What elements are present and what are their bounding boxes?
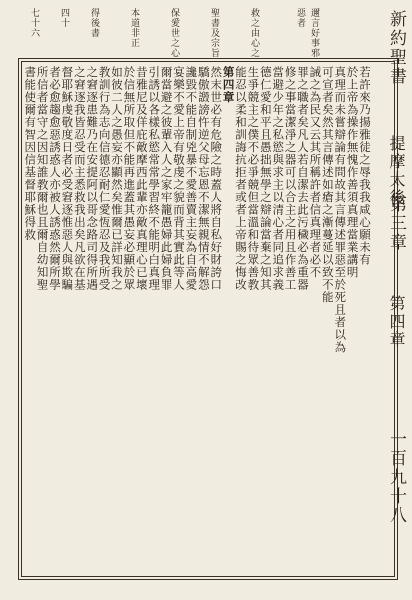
note-col: 得後書 [89, 8, 99, 38]
body-column: 誡之為民又云其所稱許者信真理者必不 [308, 66, 323, 279]
body-column: 罪之職者矣凡人若自潔去此污穢必為重器 [296, 66, 310, 291]
body-column: 德仁愛和平且愚拙無學之辯論當棄之知其 [258, 66, 273, 291]
body-column: 教訓行為志向信德忍耐仁愛恆忍及我所受 [97, 66, 112, 291]
note-col: 保愛世之心 [169, 8, 179, 58]
book-title: 新約聖書 [386, 10, 406, 86]
note-col: 救之由心之 [249, 8, 259, 58]
note-col: 邇言好事邪 [309, 8, 319, 58]
body-column: 所信者當守之因知誰教爾也且爾自幼知聖 [35, 66, 50, 291]
page-number: 一百九十八 [386, 430, 406, 525]
body-column: 書能使爾有智因信基督耶穌得救 [23, 66, 38, 241]
note-col: 四十 [59, 8, 69, 28]
section-label: 第四章 [387, 295, 406, 349]
book-subtitle: 提摩太後 [387, 135, 406, 207]
body-column: 讒毀不能自制兇暴不愛善賣主妄為自高愛 [184, 66, 199, 291]
body-column: 昔雅尼及佯庇敵摩西此輩亦敵真理心已壞 [134, 66, 149, 291]
body-column: 引誘以各樣私慾常常學習終不能明白真理 [147, 66, 162, 291]
body-column: 可宣者矣然其言傳述如瘡之漸蔓延以致不能 [320, 66, 335, 304]
body-column: 者必愈趨愈惡誘惑人亦被人誘惑然爾所學 [48, 66, 62, 291]
body-column: 然末世必有危險之時蓋人將自私好財誇口 [209, 66, 224, 291]
body-column: 驕傲譭謗忤逆父母忘恩不潔無親情不解怨 [196, 66, 211, 291]
body-column: 於上帝為操作無愧作善須真理當業講明 [345, 66, 360, 279]
reference-notes [18, 8, 318, 58]
body-column: 之窘逐我皆忍受而主悉救我出矣凡欲在基 [72, 66, 87, 291]
body-column: 宴樂不愛上帝有敬虔之貌而背其實此等人 [172, 66, 186, 291]
body-column: 之窘逐患難乃在安提阿以哥念路司得所遇 [85, 66, 100, 291]
body-column: 爾當避之彼輩入人之家牢籠愚婦此婦負罪 [159, 66, 174, 291]
body-column: 生爭競主之僕不必爭競但當溫和待眾善教 [246, 66, 261, 291]
body-column: 真理而未嘗辯論有問故其言傳述罪惡至於死且者以為 [333, 66, 348, 354]
note-col: 七十六 [29, 8, 39, 38]
body-text [22, 62, 370, 574]
note-col: 本道非正 [129, 8, 139, 48]
body-column: 第四章 [221, 66, 236, 104]
chapter-label: 第三章 [386, 195, 406, 252]
body-column: 當避少年之私慾與求主以清心者同追求義 [271, 66, 286, 291]
note-col: 惡者 [295, 8, 305, 28]
note-col: 聖書及宗旨 [209, 8, 219, 58]
body-column: 督耶穌虔敬度日者必受窘逐惟惡人與欺騙 [60, 66, 75, 291]
body-column: 於信無所取但不能再進蓋其愚妄必顯於眾 [122, 66, 137, 291]
body-column: 能忍以柔和訓誨抗拒者或者上帝賜之悔改 [234, 66, 248, 291]
body-column: 修之事當潔淨之器可以合主之用且作善工 [283, 66, 298, 291]
body-column: 若許來乃揚雅徒之辱我我咸心願未有 [358, 66, 372, 266]
body-column: 如彼二人之愚妄亦顯然矣惟爾已詳知我之 [110, 66, 124, 291]
